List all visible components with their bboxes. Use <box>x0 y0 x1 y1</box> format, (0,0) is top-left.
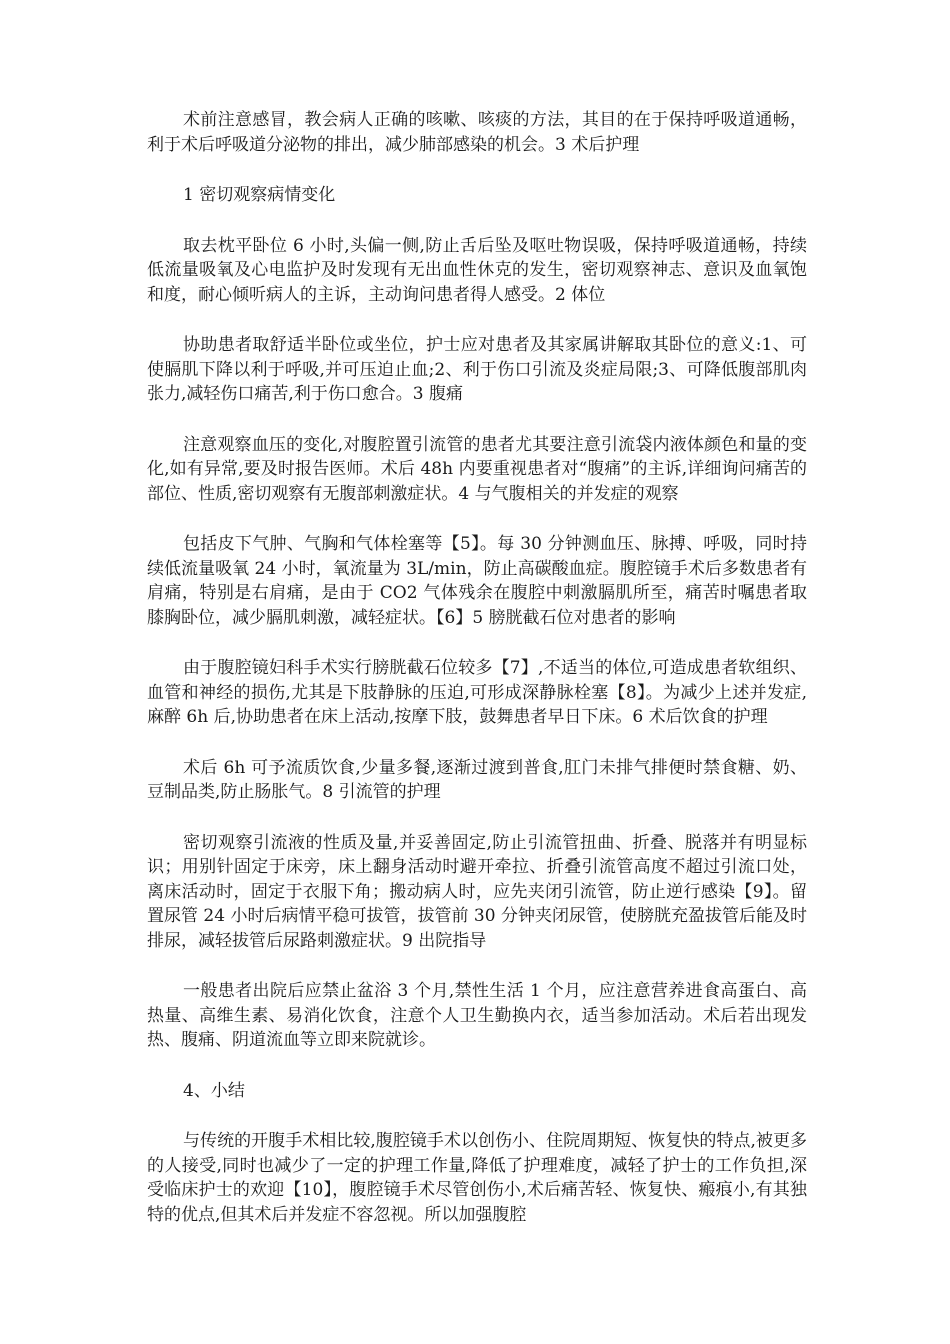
paragraph-lithotomy-position: 由于腹腔镜妇科手术实行膀胱截石位较多【7】,不适当的体位,可造成患者软组织、血管和神经的损伤,尤其是下肢静脉的压迫,可形成深静脉栓塞【8】。为减少上述并发症,麻醉 6h 后,协助患者在床上活动,按摩下肢，鼓舞患者早日下床。6 术后饮食的护理 <box>147 658 807 727</box>
paragraph-summary: 与传统的开腹手术相比较,腹腔镜手术以创伤小、住院周期短、恢复快的特点,被更多的人接受,同时也减少了一定的护理工作量,降低了护理难度，减轻了护士的工作负担,深受临床护士的欢迎【10】，腹腔镜手术尽管创伤小,术后痛苦轻、恢复快、瘢痕小,有其独特的优点,但其术后并发症不容忽视。所以加强腹腔 <box>147 1131 807 1225</box>
paragraph-semi-recumbent: 协助患者取舒适半卧位或坐位，护士应对患者及其家属讲解取其卧位的意义:1、可使膈肌下降以利于呼吸,并可压迫止血;2、利于伤口引流及炎症局限;3、可降低腹部肌肉张力,减轻伤口痛苦,利于伤口愈合。3 腹痛 <box>147 335 807 404</box>
paragraph-pneumoperitoneum: 包括皮下气肿、气胸和气体栓塞等【5】。每 30 分钟测血压、脉搏、呼吸，同时持续低流量吸氧 24 小时，氧流量为 3L/min，防止高碳酸血症。腹腔镜手术后多数患者有肩痛，特别是右肩痛，是由于 CO2 气体残余在腹腔中刺激膈肌所至，痛苦时嘱患者取膝胸卧位，减少膈肌刺激，减轻症状。【6】5 膀胱截石位对患者的影响 <box>147 534 807 628</box>
paragraph-postop-position: 取去枕平卧位 6 小时,头偏一侧,防止舌后坠及呕吐物误吸，保持呼吸道通畅，持续低流量吸氧及心电监护及时发现有无出血性休克的发生，密切观察神志、意识及血氧饱和度，耐心倾听病人的主诉，主动询问患者得人感受。2 体位 <box>147 235 807 305</box>
paragraph-drainage-tube: 密切观察引流液的性质及量,并妥善固定,防止引流管扭曲、折叠、脱落并有明显标识；用别针固定于床旁，床上翻身活动时避开牵拉、折叠引流管高度不超过引流口处，离床活动时，固定于衣服下角；搬动病人时，应先夹闭引流管，防止逆行感染【9】。留置尿管 24 小时后病情平稳可拔管，拔管前 30 分钟夹闭尿管，使膀胱充盈拔管后能及时排尿，减轻拔管后尿路刺激症状。9 出院指导 <box>147 832 807 951</box>
paragraph-discharge-guidance: 一般患者出院后应禁止盆浴 3 个月,禁性生活 1 个月，应注意营养进食高蛋白、高热量、高维生素、易消化饮食，注意个人卫生勤换内衣，适当参加活动。术后若出现发热、腹痛、阴道流血等立即来院就诊。 <box>147 981 807 1050</box>
paragraph-observe-condition-heading: 1 密切观察病情变化 <box>183 185 336 205</box>
paragraph-summary-heading: 4、小结 <box>183 1080 245 1101</box>
paragraph-blood-pressure: 注意观察血压的变化,对腹腔置引流管的患者尤其要注意引流袋内液体颜色和量的变化,如有异常,要及时报告医师。术后 48h 内要重视患者对“腹痛”的主诉,详细询问痛苦的部位、性质,密切观察有无腹部刺激症状。4 与气腹相关的并发症的观察 <box>147 434 807 504</box>
paragraph-postop-diet: 术后 6h 可予流质饮食,少量多餐,逐渐过渡到普食,肛门未排气排便时禁食糖、奶、豆制品类,防止肠胀气。8 引流管的护理 <box>147 757 807 802</box>
paragraph-preop-cold-care: 术前注意感冒，教会病人正确的咳嗽、咳痰的方法，其目的在于保持呼吸道通畅，利于术后呼吸道分泌物的排出，减少肺部感染的机会。3 术后护理 <box>147 110 807 155</box>
document-body <box>147 108 807 1227</box>
